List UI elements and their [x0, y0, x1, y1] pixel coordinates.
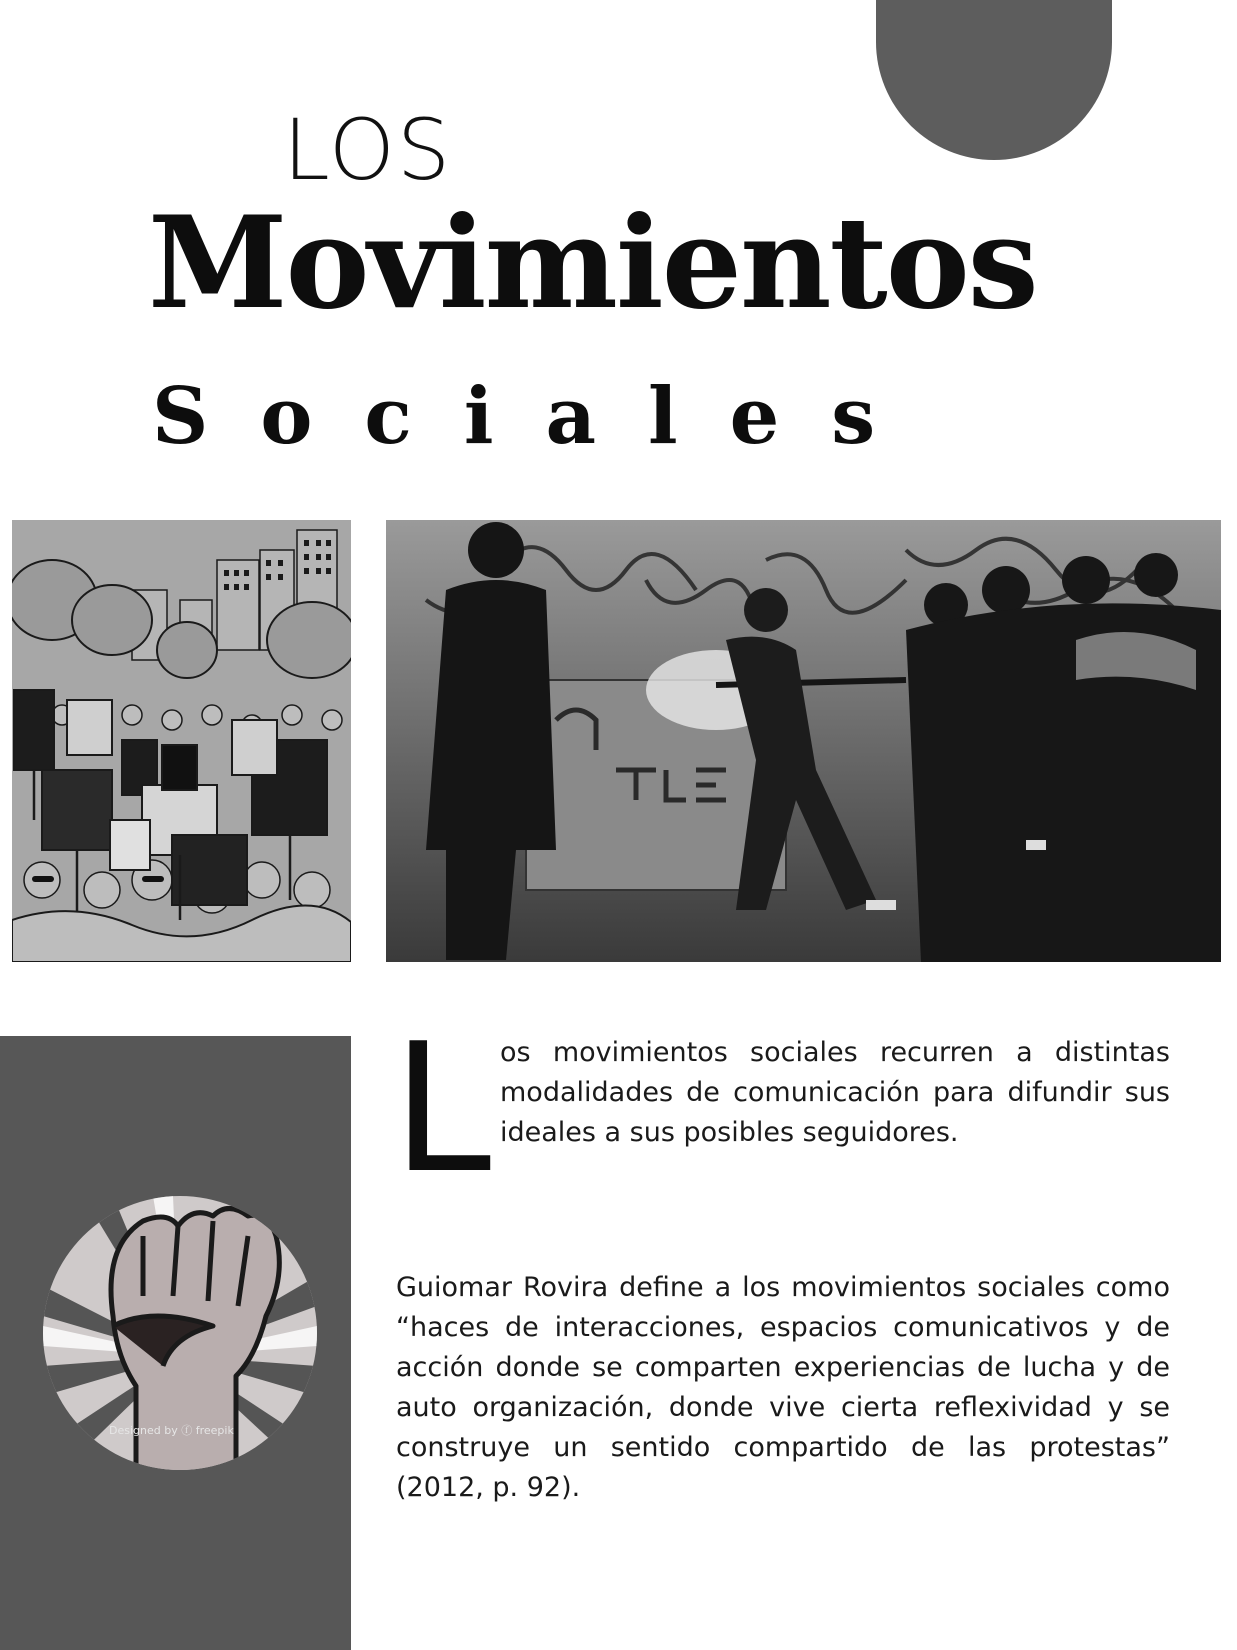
paragraph-quote: Guiomar Rovira define a los movimientos sociales como “haces de interacciones, espacios comunicativos y de acción donde se comparten experiencias de lucha y de auto organización, donde vive cierta reflexividad y se construye un sentido compartido de las protestas” (2012, p. 92). — [396, 1272, 1170, 1503]
title-sociales: Sociales — [152, 371, 928, 462]
freepik-credit: Designed by ⓕ freepik — [109, 1424, 234, 1437]
title-los: LOS — [283, 101, 453, 199]
people-breaking-wall-photo — [386, 520, 1221, 962]
title-movimientos: Movimientos — [148, 189, 1037, 337]
drop-cap: L — [392, 1005, 492, 1212]
decorative-half-circle — [876, 0, 1112, 160]
crowd-protest-illustration — [12, 520, 351, 962]
raised-fist-icon — [43, 1196, 317, 1470]
paragraph-intro: os movimientos sociales recurren a distintas modalidades de comunicación para difundir sus ideales a sus posibles seguidores. — [500, 1037, 1170, 1148]
